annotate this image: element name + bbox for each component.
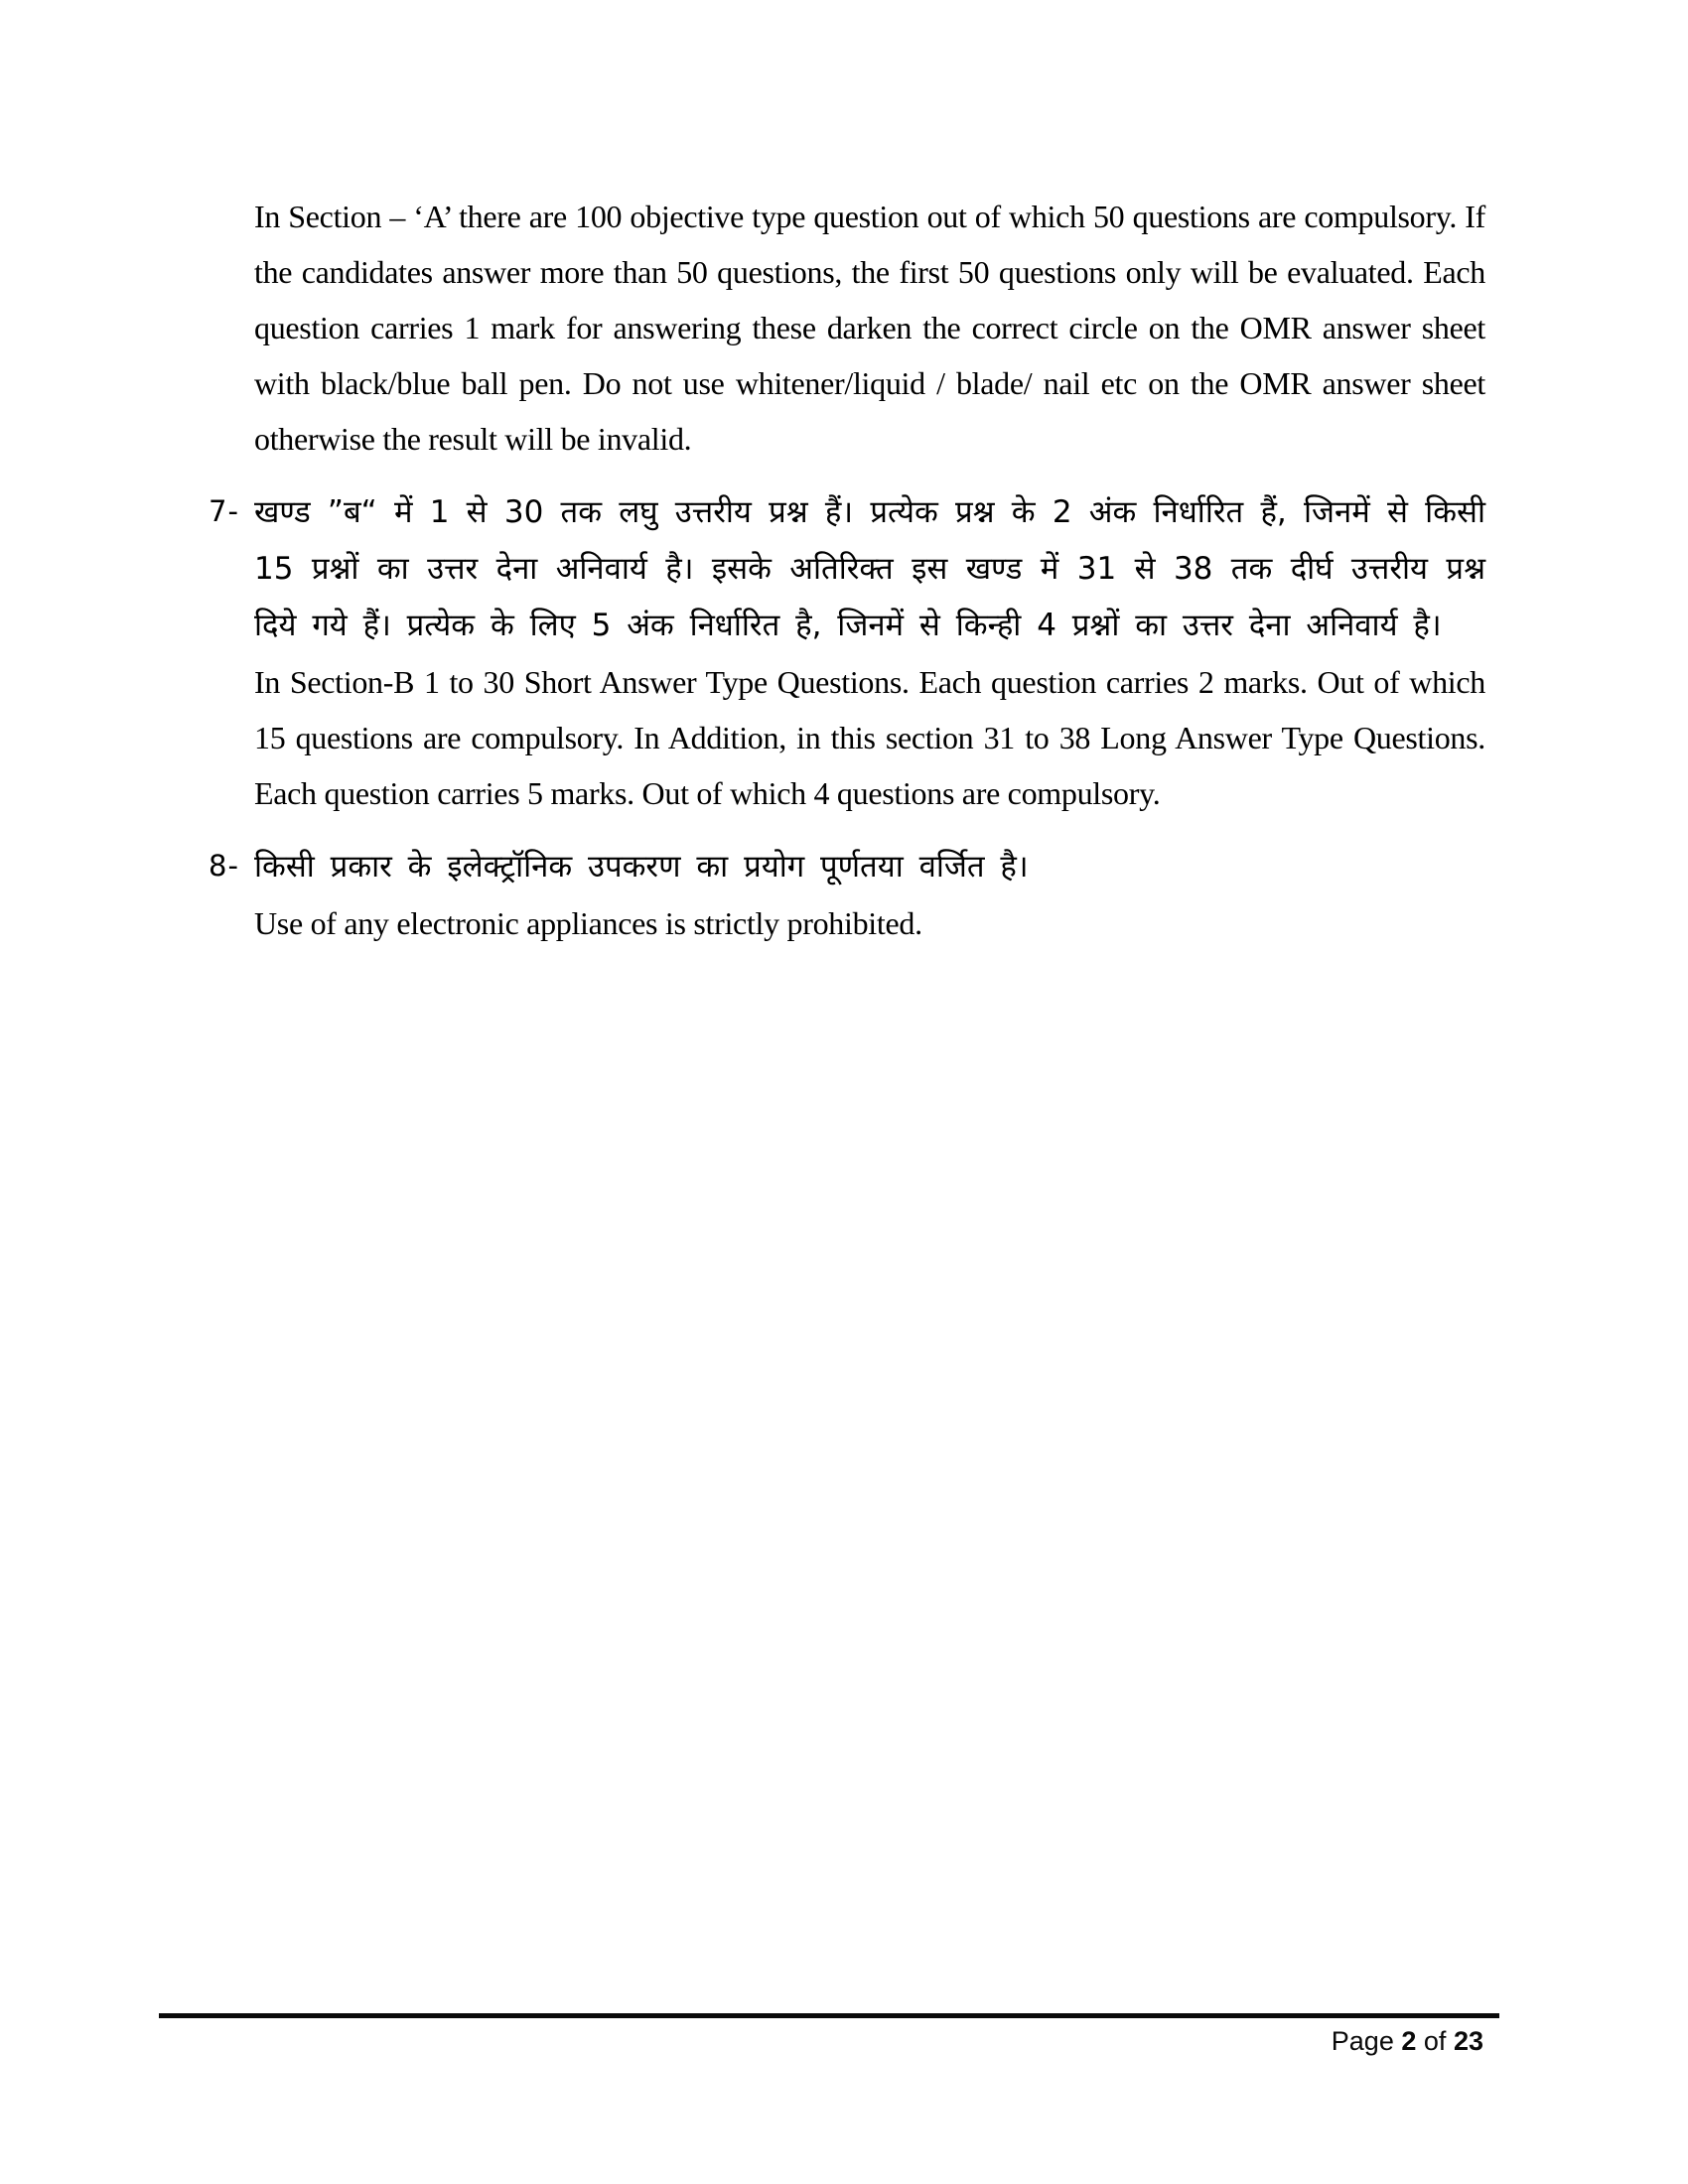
item-8-text-hindi: किसी प्रकार के इलेक्ट्रॉनिक उपकरण का प्रयोग पूर्णतया वर्जित है।	[254, 849, 1029, 885]
item-7-text-hindi: खण्ड ”ब“ में 1 से 30 तक लघु उत्तरीय प्रश्न हैं। प्रत्येक प्रश्न के 2 अंक निर्धारित हैं, जिनमें से किसी 15 प्रश्नों का उत्तर देना अनिवार्य है। इसके अतिरिक्त इस खण्ड में 31 से 38 तक दीर्घ उत्तरीय प्रश्न दिये गये हैं। प्रत्येक के लिए 5 अंक निर्धारित है, जिनमें से किन्ही 4 प्रश्नों का उत्तर देना अनिवार्य है।	[254, 494, 1485, 643]
page-number-total: 23	[1453, 2026, 1483, 2056]
item-8-number: 8-	[209, 849, 239, 883]
page-number	[1332, 2026, 1483, 2057]
item-8-text-english: Use of any electronic appliances is strictly prohibited.	[254, 905, 922, 941]
section-a-paragraph-en: In Section – ‘A’ there are 100 objective type question out of which 50 questions are compulsory. If the candidates answer more than 50 questions, the first 50 questions only will be evaluated. Each question carries 1 mark for answering these darken the correct circle on the OMR answer sheet with black/blue ball pen. Do not use whitener/liquid / blade/ nail etc on the OMR answer sheet otherwise the result will be invalid.	[254, 199, 1485, 457]
item-7-text-english: In Section-B 1 to 30 Short Answer Type Questions. Each question carries 2 marks. Out of which 15 questions are compulsory. In Addition, in this section 31 to 38 Long Answer Type Questions. Each question carries 5 marks. Out of which 4 questions are compulsory.	[254, 664, 1485, 811]
instructions-content	[209, 189, 1485, 951]
page-number-current: 2	[1401, 2026, 1417, 2056]
page-number-of-label: of	[1423, 2026, 1447, 2056]
footer-divider-line	[159, 2013, 1499, 2018]
instruction-item-7	[209, 484, 1485, 821]
page-number-label: Page	[1331, 2026, 1394, 2056]
instruction-item-8	[209, 839, 1485, 951]
item-7-number: 7-	[209, 494, 239, 528]
